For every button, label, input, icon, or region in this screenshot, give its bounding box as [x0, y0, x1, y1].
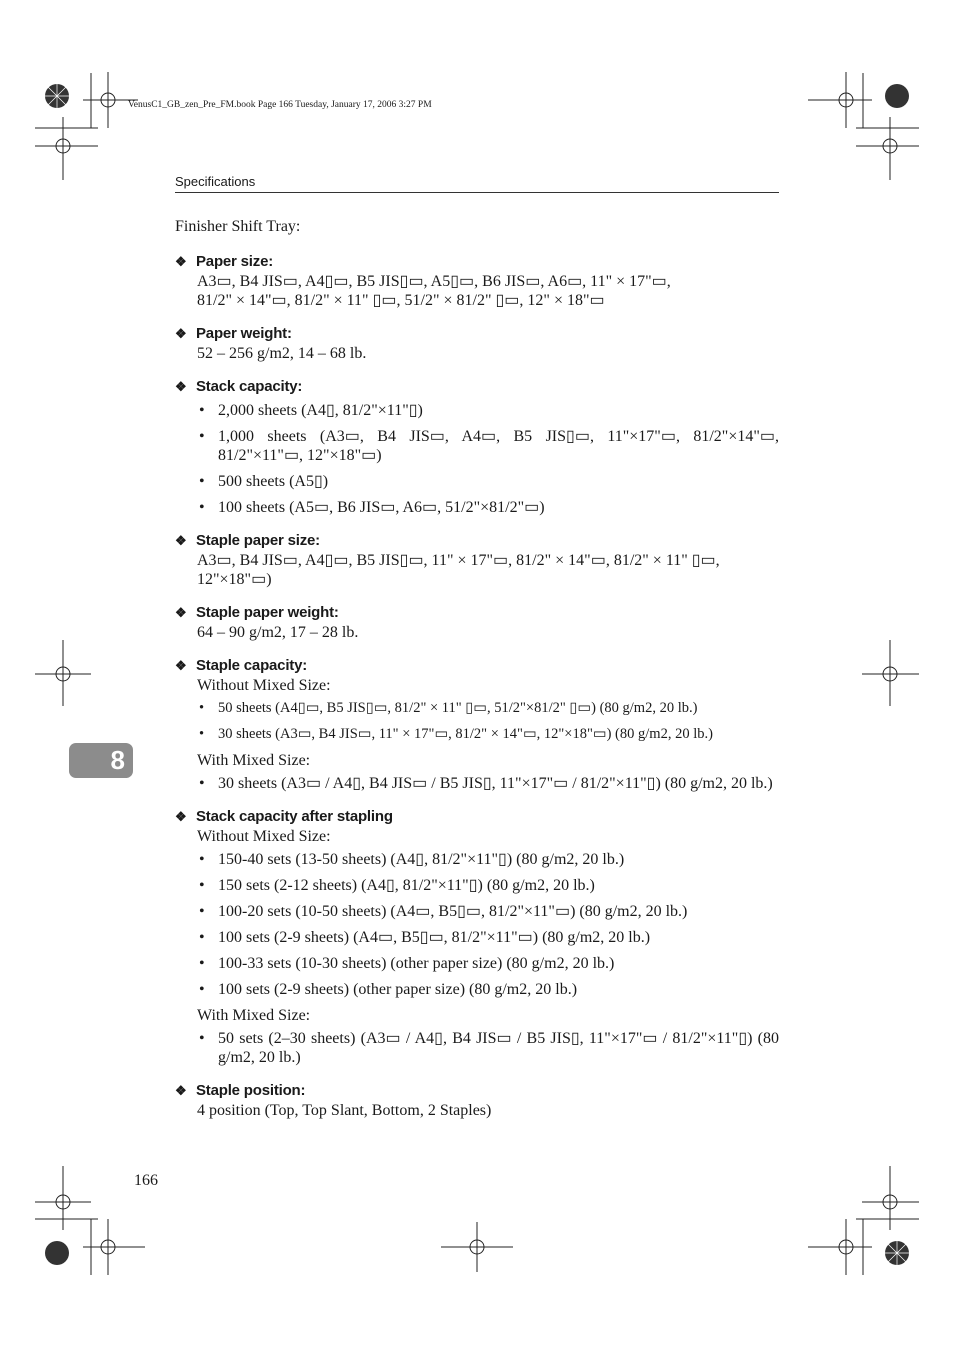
list-item: • 100-33 sets (10-30 sheets) (other paper size) (80 g/m2, 20 lb.): [175, 954, 779, 973]
diamond-bullet-icon: ❖: [175, 379, 187, 394]
list-item: • 100 sets (2-9 sheets) (A4▭, B5▯▭, 81/2"×11"▭) (80 g/m2, 20 lb.): [175, 928, 779, 947]
group-label: With Mixed Size:: [197, 1007, 311, 1024]
list-item: • 150 sets (2-12 sheets) (A4▯, 81/2"×11"▯) (80 g/m2, 20 lb.): [175, 876, 779, 895]
list-item: • 50 sheets (A4▯▭, B5 JIS▯▭, 81/2" × 11" ▯▭, 51/2"×81/2" ▯▭) (80 g/m2, 20 lb.): [175, 699, 779, 718]
diamond-bullet-icon: ❖: [175, 809, 187, 824]
list-item: • 100 sets (2-9 sheets) (other paper size) (80 g/m2, 20 lb.): [175, 980, 779, 999]
diamond-bullet-icon: ❖: [175, 605, 187, 620]
section-heading: [175, 656, 779, 676]
diamond-bullet-icon: ❖: [175, 254, 187, 269]
section-heading: [175, 324, 779, 344]
running-header: Specifications: [175, 174, 256, 189]
list-item: • 1,000 sheets (A3▭, B4 JIS▭, A4▭, B5 JIS▯▭, 11"×17"▭, 81/2"×14"▭, 81/2"×11"▭, 12"×18"▭): [175, 427, 779, 465]
section-text-line: A3▭, B4 JIS▭, A4▯▭, B5 JIS▯▭, A5▯▭, B6 JIS▭, A6▭, 11" × 17"▭,: [197, 273, 671, 290]
section-heading: [175, 1081, 779, 1101]
diamond-bullet-icon: ❖: [175, 326, 187, 341]
diamond-bullet-icon: ❖: [175, 658, 187, 673]
section-title: Paper size:: [196, 253, 274, 270]
spec-section: [175, 531, 779, 589]
list-item: • 100 sheets (A5▭, B6 JIS▭, A6▭, 51/2"×81/2"▭): [175, 498, 779, 517]
spec-section: [175, 1081, 779, 1120]
section-heading: [175, 603, 779, 623]
section-heading: [175, 252, 779, 272]
section-text-line: 4 position (Top, Top Slant, Bottom, 2 Staples): [197, 1102, 492, 1119]
list-item: • 500 sheets (A5▯): [175, 472, 779, 491]
list-item: • 150-40 sets (13-50 sheets) (A4▯, 81/2"×11"▯) (80 g/m2, 20 lb.): [175, 850, 779, 869]
group-label: With Mixed Size:: [197, 752, 311, 769]
spec-section: [175, 324, 779, 363]
list-item: • 50 sets (2–30 sheets) (A3▭ / A4▯, B4 JIS▭ / B5 JIS▯, 11"×17"▭ / 81/2"×11"▯) (80 g/m2, 20 lb.): [175, 1029, 779, 1067]
section-title: Staple position:: [196, 1082, 306, 1099]
group-label: Without Mixed Size:: [197, 828, 331, 845]
section-heading: [175, 377, 779, 397]
diamond-bullet-icon: ❖: [175, 1083, 187, 1098]
page-number: 166: [134, 1172, 158, 1189]
section-text-line: 52 – 256 g/m2, 14 – 68 lb.: [197, 345, 367, 362]
spec-section: [175, 603, 779, 642]
spec-section: [175, 807, 779, 1067]
list-item: • 2,000 sheets (A4▯, 81/2"×11"▯): [175, 401, 779, 420]
section-title: Paper weight:: [196, 325, 292, 342]
section-text-line: 12"×18"▭): [197, 571, 272, 588]
section-title: Staple capacity:: [196, 657, 308, 674]
section-title: Stack capacity:: [196, 378, 303, 395]
section-heading: [175, 807, 779, 827]
spec-content: [175, 252, 779, 1134]
spec-section: [175, 377, 779, 517]
list-item: • 100-20 sets (10-50 sheets) (A4▭, B5▯▭, 81/2"×11"▭) (80 g/m2, 20 lb.): [175, 902, 779, 921]
spec-section: [175, 656, 779, 793]
section-title: Staple paper size:: [196, 532, 320, 549]
section-text-line: 81/2" × 14"▭, 81/2" × 11" ▯▭, 51/2" × 81/2" ▯▭, 12" × 18"▭: [197, 292, 605, 309]
section-title: Staple paper weight:: [196, 604, 339, 621]
section-text-line: 64 – 90 g/m2, 17 – 28 lb.: [197, 624, 359, 641]
list-item: • 30 sheets (A3▭ / A4▯, B4 JIS▭ / B5 JIS▯, 11"×17"▭ / 81/2"×11"▯) (80 g/m2, 20 lb.): [175, 774, 779, 793]
section-text-line: A3▭, B4 JIS▭, A4▯▭, B5 JIS▯▭, 11" × 17"▭, 81/2" × 14"▭, 81/2" × 11" ▯▭,: [197, 552, 720, 569]
diamond-bullet-icon: ❖: [175, 533, 187, 548]
chapter-tab: 8: [69, 743, 133, 778]
print-meta-line: VenusC1_GB_zen_Pre_FM.book Page 166 Tuesday, January 17, 2006 3:27 PM: [128, 100, 432, 110]
group-label: Without Mixed Size:: [197, 677, 331, 694]
spec-section: [175, 252, 779, 310]
section-heading: [175, 531, 779, 551]
list-item: • 30 sheets (A3▭, B4 JIS▭, 11" × 17"▭, 81/2" × 14"▭, 12"×18"▭) (80 g/m2, 20 lb.): [175, 725, 779, 744]
section-title: Stack capacity after stapling: [196, 808, 393, 825]
header-rule: [175, 192, 779, 193]
intro-text: Finisher Shift Tray:: [175, 218, 301, 235]
